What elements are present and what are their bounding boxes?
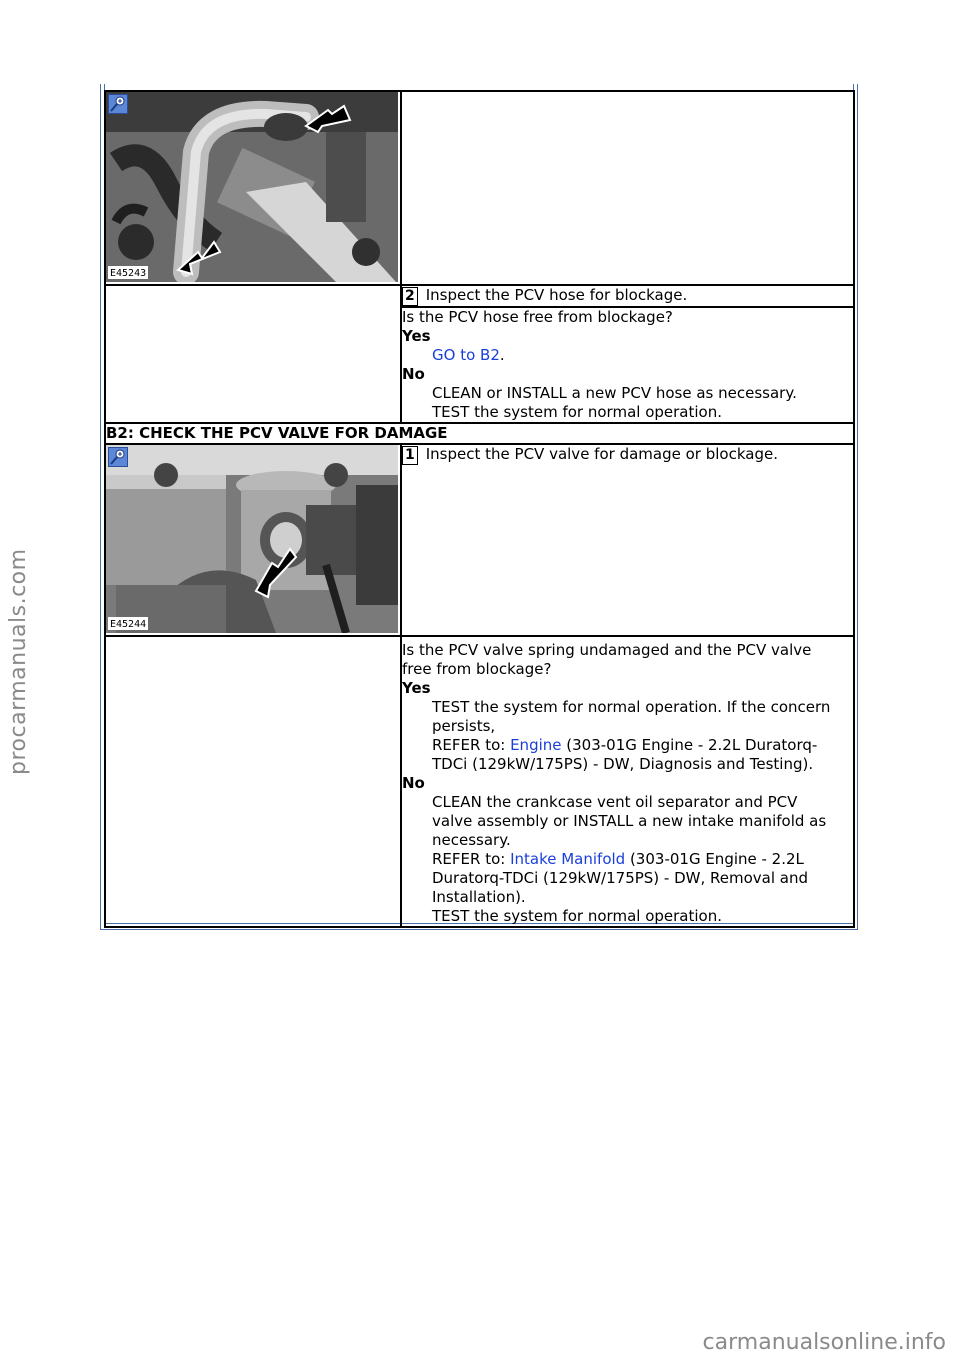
zoom-in-icon[interactable] (108, 94, 128, 114)
step-text: Inspect the PCV hose for blockage. (425, 286, 688, 304)
yes-action (402, 346, 853, 365)
intake-manifold-link[interactable]: Intake Manifold (510, 850, 626, 868)
question-cell (401, 307, 854, 423)
no-action-line: CLEAN the crankcase vent oil separator and PCV (432, 793, 798, 811)
refer-prefix: REFER to: (432, 736, 511, 754)
yes-refer-line (402, 736, 853, 755)
step-number: 1 (402, 446, 418, 465)
engine-photo-pcv-hose[interactable] (106, 92, 398, 282)
table-row (105, 307, 854, 423)
procedure-table (104, 90, 855, 928)
no-action-line: valve assembly or INSTALL a new intake manifold as (432, 812, 827, 830)
step-text: Inspect the PCV valve for damage or blockage. (425, 445, 778, 463)
step-2-cell (401, 285, 854, 307)
empty-cell (105, 285, 401, 307)
table-row (105, 444, 854, 636)
refer-suffix: (303-01G Engine - 2.2L Duratorq- (561, 736, 818, 754)
yes-action-line: TEST the system for normal operation. If the concern (432, 698, 831, 716)
zoom-in-icon[interactable] (108, 447, 128, 467)
yes-action-line: persists, (432, 717, 496, 735)
step-number: 2 (402, 287, 418, 306)
step-1-cell (401, 444, 854, 636)
engine-photo-pcv-valve[interactable] (106, 445, 398, 633)
go-to-b2-link[interactable]: GO to B2 (432, 346, 500, 364)
side-watermark: procarmanuals.com (6, 548, 31, 775)
question-text: free from blockage? (402, 660, 552, 678)
no-refer-line: Installation). (432, 888, 526, 906)
no-refer-line: Duratorq-TDCi (129kW/175PS) - DW, Removal and (432, 869, 809, 887)
empty-cell (105, 636, 401, 927)
no-label: No (402, 774, 425, 792)
table-row (105, 91, 854, 285)
no-action-line: CLEAN or INSTALL a new PCV hose as necessary. (432, 384, 797, 402)
bottom-watermark: carmanualsonline.info (702, 1330, 946, 1355)
question-text: Is the PCV valve spring undamaged and the PCV valve (402, 641, 812, 659)
refer-prefix: REFER to: (432, 850, 511, 868)
empty-cell (401, 91, 854, 285)
no-label: No (402, 365, 425, 383)
yes-label: Yes (402, 679, 431, 697)
section-header-b2: B2: CHECK THE PCV VALVE FOR DAMAGE (105, 423, 854, 444)
image-cell (105, 444, 401, 636)
image-code-label: E45243 (110, 268, 147, 279)
punctuation: . (499, 346, 505, 364)
no-action-line: necessary. (432, 831, 511, 849)
image-code-label: E45244 (110, 619, 147, 630)
refer-suffix: (303-01G Engine - 2.2L (625, 850, 804, 868)
engine-link[interactable]: Engine (510, 736, 562, 754)
yes-label: Yes (402, 327, 431, 345)
table-row (105, 636, 854, 927)
table-row (105, 423, 854, 444)
yes-refer-line: TDCi (129kW/175PS) - DW, Diagnosis and Testing). (432, 755, 814, 773)
table-row (105, 285, 854, 307)
image-cell (105, 91, 401, 285)
no-action-line: TEST the system for normal operation. (432, 403, 722, 421)
question-text: Is the PCV hose free from blockage? (402, 308, 673, 326)
no-refer-line (402, 850, 853, 869)
no-action-line: TEST the system for normal operation. (432, 907, 722, 925)
empty-cell (105, 307, 401, 423)
question-cell (401, 636, 854, 927)
